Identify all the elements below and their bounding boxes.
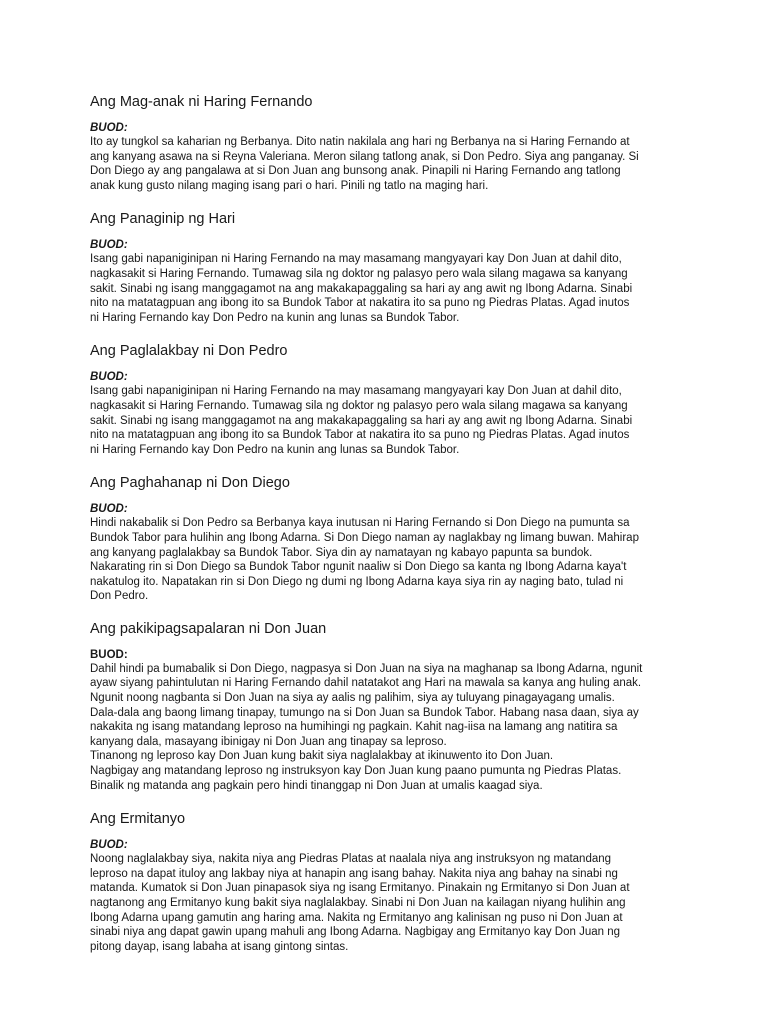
summary-label: BUOD: [90, 239, 128, 252]
summary-label: BUOD: [90, 839, 128, 852]
summary-paragraph: Ito ay tungkol sa kaharian ng Berbanya. Dito natin nakilala ang hari ng Berbanya na si Haring Fernando at ang kanyang asawa na si Reyna Valeriana. Meron silang tatlong anak, si Don Pedro. Siya ang panganay. Si Don Diego ay ang pangalawa at si Don Juan ang bunsong anak. Pinapili ni Haring Fernando ang tatlong anak kung gusto nilang maging isang pari o hari. Pinili ng tatlo na maging hari. [90, 136, 639, 192]
section-heading: Ang Paglalakbay ni Don Pedro [90, 343, 288, 360]
section-heading: Ang Paghahanap ni Don Diego [90, 475, 290, 492]
section-heading: Ang Panaginip ng Hari [90, 211, 236, 228]
section-pakikipagsapalaran [90, 620, 690, 793]
section-heading: Ang Mag-anak ni Haring Fernando [90, 94, 313, 110]
section-paglalakbay [90, 342, 690, 457]
document-page [90, 93, 690, 954]
summary-paragraph: Isang gabi napaniginipan ni Haring Fernando na may masamang mangyayari kay Don Juan at dahil dito, nagkasakit si Haring Fernando. Tumawag sila ng doktor ng palasyo pero wala silang magawa sa kanyang sakit. Sinabi ng isang manggagamot na ang makakapaggaling sa hari ay ang awit ng Ibong Adarna. Sinabi nito na matatagpuan ang ibong ito sa Bundok Tabor at nakatira ito sa puno ng Piedras Platas. Agad inutos ni Haring Fernando kay Don Pedro na kunin ang lunas sa Bundok Tabor. [90, 253, 633, 324]
summary-label: BUOD: [90, 648, 128, 661]
section-panaginip [90, 210, 690, 325]
summary-paragraph: Hindi nakabalik si Don Pedro sa Berbanya kaya inutusan ni Haring Fernando si Don Diego na pumunta sa Bundok Tabor para hulihin ang Ibong Adarna. Si Don Diego naman ay naglakbay ng limang buwan. Mahirap ang kanyang paglalakbay sa Bundok Tabor. Siya din ay namatayan ng kabayo papunta sa bundok. Nakarating rin si Don Diego sa Bundok Tabor ngunit naaliw si Don Diego sa kanta ng Ibong Adarna kaya't nakatulog ito. Napatakan rin si Don Diego ng dumi ng Ibong Adarna kaya siya rin ay naging bato, tulad ni Don Pedro. [90, 517, 639, 603]
summary-paragraph: Dahil hindi pa bumabalik si Don Diego, nagpasya si Don Juan na siya na maghanap sa Ibong Adarna, ngunit ayaw siyang pahintulutan ni Haring Fernando dahil natatakot ang Hari na mawala sa kanya ang huling anak. Ngunit noong nagbanta si Don Juan na siya ay aalis ng palihim, siya ay tuluyang pinagayagang umalis. Dala-dala ang baong limang tinapay, tumungo na si Don Juan sa Bundok Tabor. Habang nasa daan, siya ay nakakita ng isang matandang leproso na humihingi ng pagkain. Kahit nag-iisa na lamang ang natitira sa kanyang dala, masayang ibinigay ni Don Juan ang tinapay sa leproso. Tinanong ng leproso kay Don Juan kung bakit siya naglalakbay at ikinuwento ito Don Juan. Nagbigay ang matandang leproso ng instruksyon kay Don Juan kung paano pumunta ng Piedras Platas. Binalik ng matanda ang pagkain pero hindi tinanggap ni Don Juan at umalis kaagad siya. [90, 662, 643, 792]
summary-label: BUOD: [90, 371, 128, 384]
section-mag-anak [90, 93, 690, 193]
section-paghahanap [90, 474, 690, 604]
summary-paragraph: Isang gabi napaniginipan ni Haring Fernando na may masamang mangyayari kay Don Juan at dahil dito, nagkasakit si Haring Fernando. Tumawag sila ng doktor ng palasyo pero wala silang magawa sa kanyang sakit. Sinabi ng isang manggagamot na ang makakapaggaling sa hari ay ang awit ng Ibong Adarna. Sinabi nito na matatagpuan ang ibong ito sa Bundok Tabor at nakatira ito sa puno ng Piedras Platas. Agad inutos ni Haring Fernando kay Don Pedro na kunin ang lunas sa Bundok Tabor. [90, 385, 633, 456]
section-ermitanyo [90, 810, 690, 954]
section-heading: Ang pakikipagsapalaran ni Don Juan [90, 620, 327, 637]
section-heading: Ang Ermitanyo [90, 811, 186, 828]
summary-label: BUOD: [90, 122, 128, 134]
summary-paragraph: Noong naglalakbay siya, nakita niya ang Piedras Platas at naalala niya ang instruksyon ng matandang leproso na dapat ituloy ang lakbay niya at hanapin ang isang bahay. Nakita niya ang bahay na sinabi ng matanda. Kumatok si Don Juan pinapasok siya ng isang Ermitanyo. Pinakain ng Ermitanyo si Don Juan at nagtanong ang Ermitanyo kung bakit siya naglalakbay. Sinabi ni Don Juan na kailagan niyang hulihin ang Ibong Adarna upang gamutin ang haring ama. Nakita ng Ermitanyo ang kalinisan ng puso ni Don Juan at sinabi niya ang dapat gawin upang mahuli ang Ibong Adarna. Nagbigay ang Ermitanyo kay Don Juan ng pitong dayap, isang labaha at isang gintong sintas. [90, 853, 630, 953]
summary-label: BUOD: [90, 503, 128, 516]
